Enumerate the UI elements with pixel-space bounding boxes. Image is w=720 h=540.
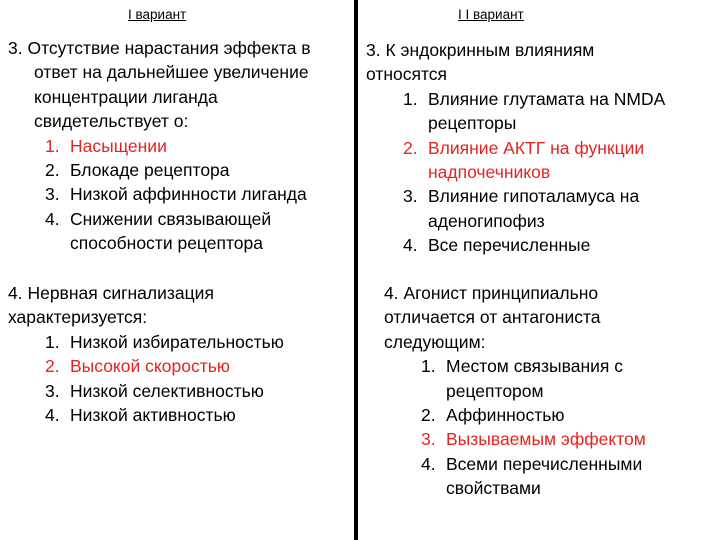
option-number: 1. — [45, 331, 60, 352]
option-text: Насыщении — [70, 135, 167, 156]
option-number: 3. — [45, 184, 60, 205]
option-text: Вызываемым эффектом — [446, 429, 646, 450]
option-number: 1. — [403, 88, 418, 109]
stem-line: следующим: — [384, 331, 486, 352]
option-number: 4. — [45, 405, 60, 426]
option-text: Влияние гипоталамуса на — [428, 186, 640, 207]
option-number: 3. — [421, 429, 436, 450]
question-left-3 — [8, 36, 311, 256]
stem-line: характеризуется: — [8, 307, 148, 328]
answer-option — [45, 158, 311, 182]
answer-option — [45, 403, 284, 427]
option-number: 3. — [403, 186, 418, 207]
variant-1-header: I вариант — [128, 7, 187, 22]
answer-option — [421, 403, 646, 427]
option-number: 4. — [45, 208, 60, 229]
answer-option — [45, 354, 284, 378]
stem-line: отличается от антагониста — [384, 307, 601, 328]
option-text: Низкой избирательностью — [70, 331, 284, 352]
option-text: Аффинностью — [446, 405, 565, 426]
option-number: 2. — [45, 356, 60, 377]
answer-option — [403, 136, 665, 185]
answer-option — [403, 184, 665, 233]
answer-option — [421, 354, 646, 403]
option-number: 3. — [45, 380, 60, 401]
answer-option — [421, 452, 646, 501]
option-text: Влияние глутамата на NMDA — [428, 88, 666, 109]
variant-2-header: I I вариант — [458, 7, 524, 22]
option-number: 4. — [421, 453, 436, 474]
option-text-cont: свойствами — [446, 478, 541, 499]
answer-option — [45, 182, 311, 206]
question-stem — [8, 281, 284, 330]
answer-list — [403, 87, 666, 258]
answer-option — [45, 207, 311, 256]
question-stem — [8, 36, 311, 134]
answer-option — [403, 87, 666, 136]
option-text: Снижении связывающей — [70, 208, 272, 229]
answer-list — [45, 134, 311, 256]
option-text-cont: надпочечников — [428, 162, 551, 183]
option-number: 2. — [421, 405, 436, 426]
option-number: 4. — [403, 235, 418, 256]
option-number: 2. — [403, 137, 418, 158]
option-number: 1. — [45, 135, 60, 156]
question-stem — [384, 281, 646, 354]
option-text: Высокой скоростью — [70, 356, 230, 377]
stem-line: ответ на дальнейшее увеличение — [34, 62, 309, 83]
option-number: 1. — [421, 356, 436, 377]
answer-list — [45, 330, 284, 428]
option-text: Всеми перечисленными — [446, 453, 643, 474]
option-text-cont: рецептором — [446, 380, 544, 401]
option-text: Низкой селективностью — [70, 380, 264, 401]
stem-line: свидетельствует о: — [34, 111, 189, 132]
question-stem — [366, 38, 665, 87]
stem-line: 4. Нервная сигнализация — [8, 283, 214, 303]
stem-line: относятся — [366, 64, 448, 85]
stem-line: 3. Отсутствие нарастания эффекта в — [8, 38, 311, 58]
option-text: Блокаде рецептора — [70, 160, 230, 181]
answer-option — [421, 427, 646, 451]
option-number: 2. — [45, 160, 60, 181]
answer-list — [421, 354, 646, 500]
question-left-4 — [8, 281, 284, 427]
answer-option — [45, 134, 311, 158]
option-text: Все перечисленные — [428, 235, 591, 256]
stem-line: 3. К эндокринным влияниям — [366, 40, 595, 60]
option-text: Низкой активностью — [70, 405, 236, 426]
option-text-cont: способности рецептора — [70, 233, 263, 254]
option-text: Местом связывания с — [446, 356, 623, 377]
answer-option — [45, 330, 284, 354]
answer-option — [403, 233, 665, 257]
question-right-3 — [366, 38, 665, 258]
stem-line: концентрации лиганда — [34, 86, 218, 107]
option-text-cont: аденогипофиз — [428, 210, 545, 231]
stem-line: 4. Агонист принципиально — [384, 283, 599, 303]
option-text-cont: рецепторы — [428, 113, 517, 134]
answer-option — [45, 379, 284, 403]
question-right-4 — [384, 281, 646, 501]
column-divider — [354, 0, 358, 540]
option-text: Влияние АКТГ на функции — [428, 137, 645, 158]
option-text: Низкой аффинности лиганда — [70, 184, 307, 205]
